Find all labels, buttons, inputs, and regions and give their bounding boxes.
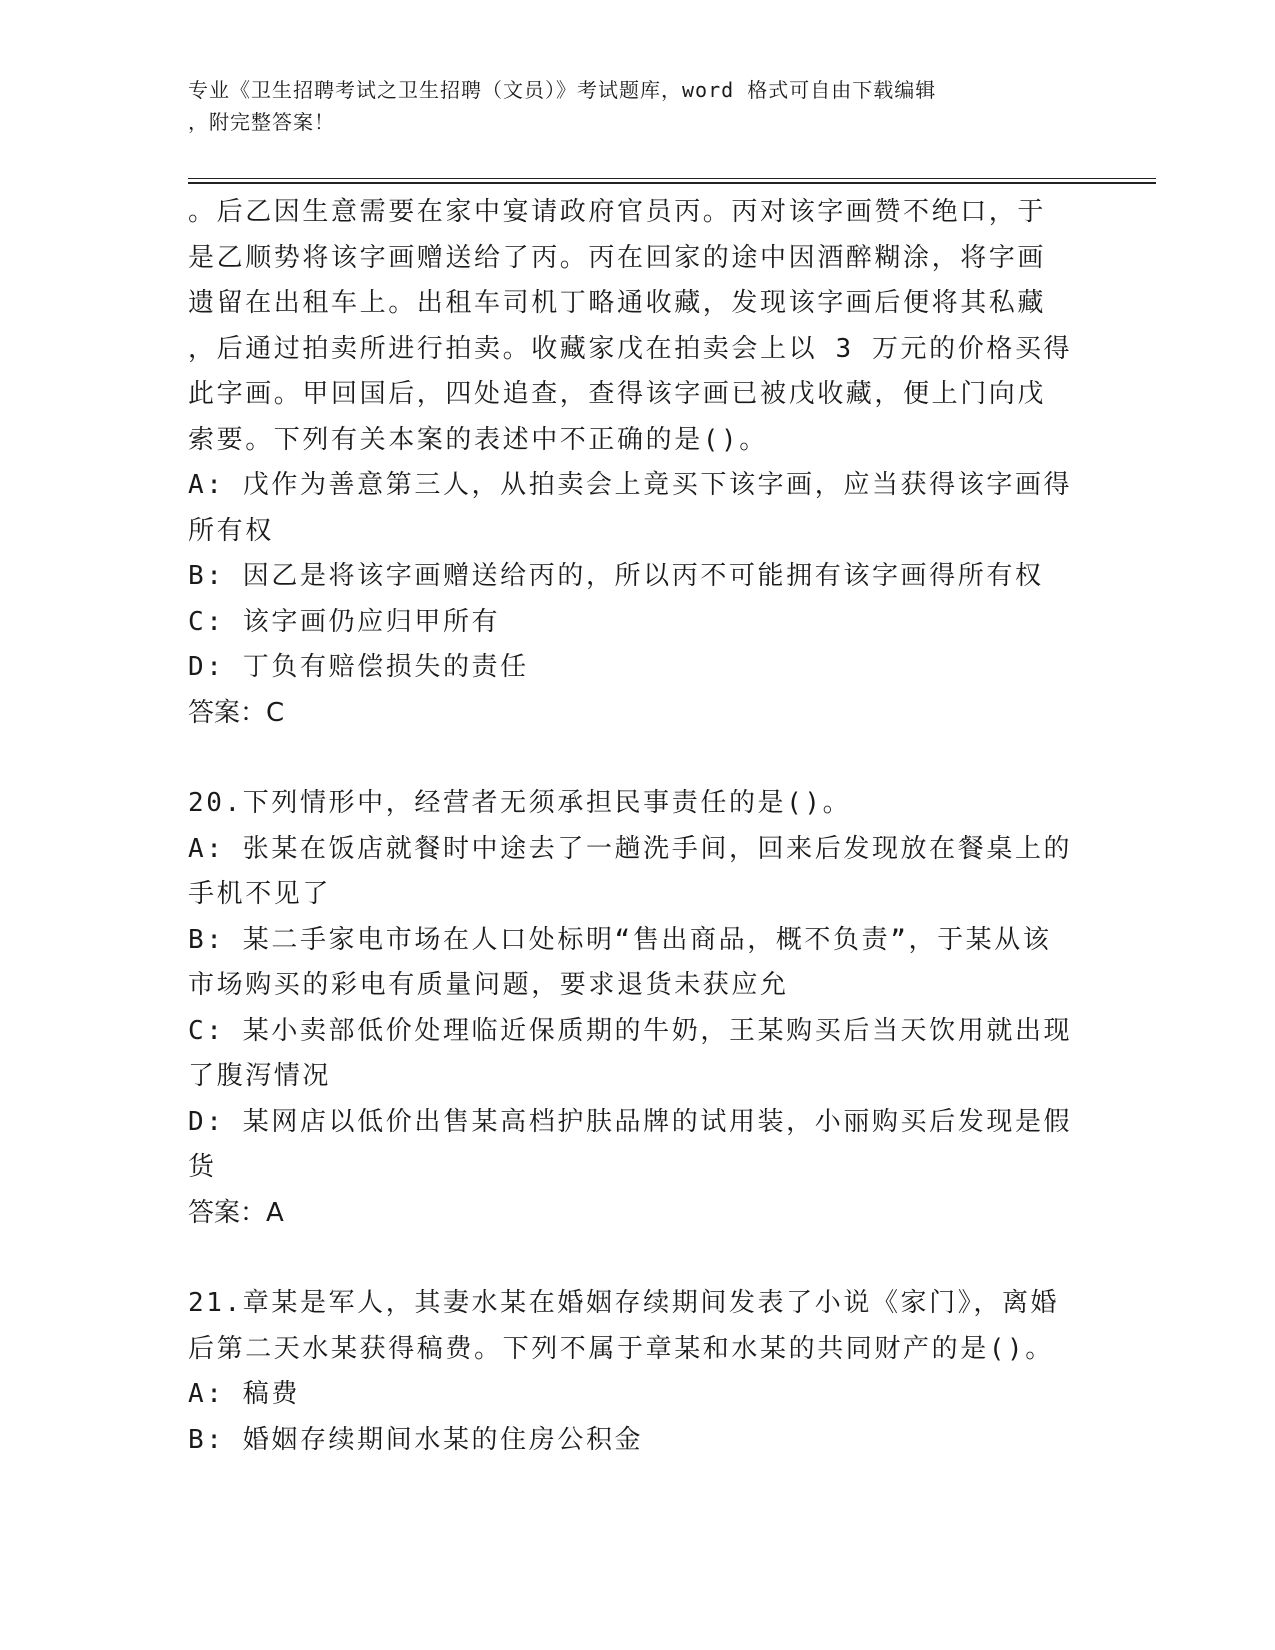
option-a: A: 张某在饭店就餐时中途去了一趟洗手间，回来后发现放在餐桌上的 xyxy=(188,833,1073,864)
option-d-continued: 货 xyxy=(188,1152,217,1182)
question-text-line: 21.章某是军人，其妻水某在婚姻存续期间发表了小说《家门》，离婚 xyxy=(188,1288,1060,1318)
header-line-2: ，附完整答案！ xyxy=(188,110,335,134)
option-c-continued: 了腹泻情况 xyxy=(188,1061,332,1091)
option-b: B: 因乙是将该字画赠送给丙的，所以丙不可能拥有该字画得所有权 xyxy=(188,561,1044,591)
header-divider-thick xyxy=(188,182,1156,184)
option-c: C: 某小卖部低价处理临近保质期的牛奶，王某购买后当天饮用就出现 xyxy=(188,1015,1073,1046)
answer-line: 答案：C xyxy=(188,697,285,728)
option-a-continued: 手机不见了 xyxy=(188,879,332,909)
question-text-line: 后第二天水某获得稿费。下列不属于章某和水某的共同财产的是()。 xyxy=(188,1333,1054,1364)
question-21 xyxy=(188,1281,1078,1463)
question-text-line: 此字画。甲回国后，四处追查，查得该字画已被戊收藏，便上门向戊 xyxy=(188,379,1047,409)
option-b: B: 某二手家电市场在人口处标明“售出商品，概不负责”，于某从该 xyxy=(188,924,1052,955)
header-line-1: 专业《卫生招聘考试之卫生招聘（文员）》考试题库，word 格式可自由下载编辑 xyxy=(188,78,937,102)
option-d: D: 丁负有赔偿损失的责任 xyxy=(188,652,529,682)
question-19 xyxy=(188,190,1078,736)
option-b: B: 婚姻存续期间水某的住房公积金 xyxy=(188,1424,644,1455)
question-20 xyxy=(188,781,1078,1236)
option-a: A: 稿费 xyxy=(188,1379,300,1409)
question-text-line: ，后通过拍卖所进行拍卖。收藏家戊在拍卖会上以 3 万元的价格买得 xyxy=(188,333,1073,364)
question-text-line: 。后乙因生意需要在家中宴请政府官员丙。丙对该字画赞不绝口，于 xyxy=(188,197,1047,227)
document-body xyxy=(188,190,1078,1463)
header-divider-thin xyxy=(188,178,1156,179)
page-header xyxy=(188,74,1068,138)
option-d: D: 某网店以低价出售某高档护肤品牌的试用装，小丽购买后发现是假 xyxy=(188,1106,1073,1137)
option-a-continued: 所有权 xyxy=(188,515,274,546)
answer-line: 答案：A xyxy=(188,1197,284,1228)
option-a: A: 戊作为善意第三人，从拍卖会上竟买下该字画，应当获得该字画得 xyxy=(188,470,1073,500)
question-text-line: 20.下列情形中，经营者无须承担民事责任的是()。 xyxy=(188,788,852,818)
question-text-line: 是乙顺势将该字画赠送给了丙。丙在回家的途中因酒醉糊涂，将字画 xyxy=(188,242,1047,273)
question-text-line: 遗留在出租车上。出租车司机丁略通收藏，发现该字画后便将其私藏 xyxy=(188,288,1047,318)
option-c: C: 该字画仍应归甲所有 xyxy=(188,606,501,637)
question-text-line: 索要。下列有关本案的表述中不正确的是()。 xyxy=(188,424,768,455)
option-b-continued: 市场购买的彩电有质量问题，要求退货未获应允 xyxy=(188,970,789,1000)
